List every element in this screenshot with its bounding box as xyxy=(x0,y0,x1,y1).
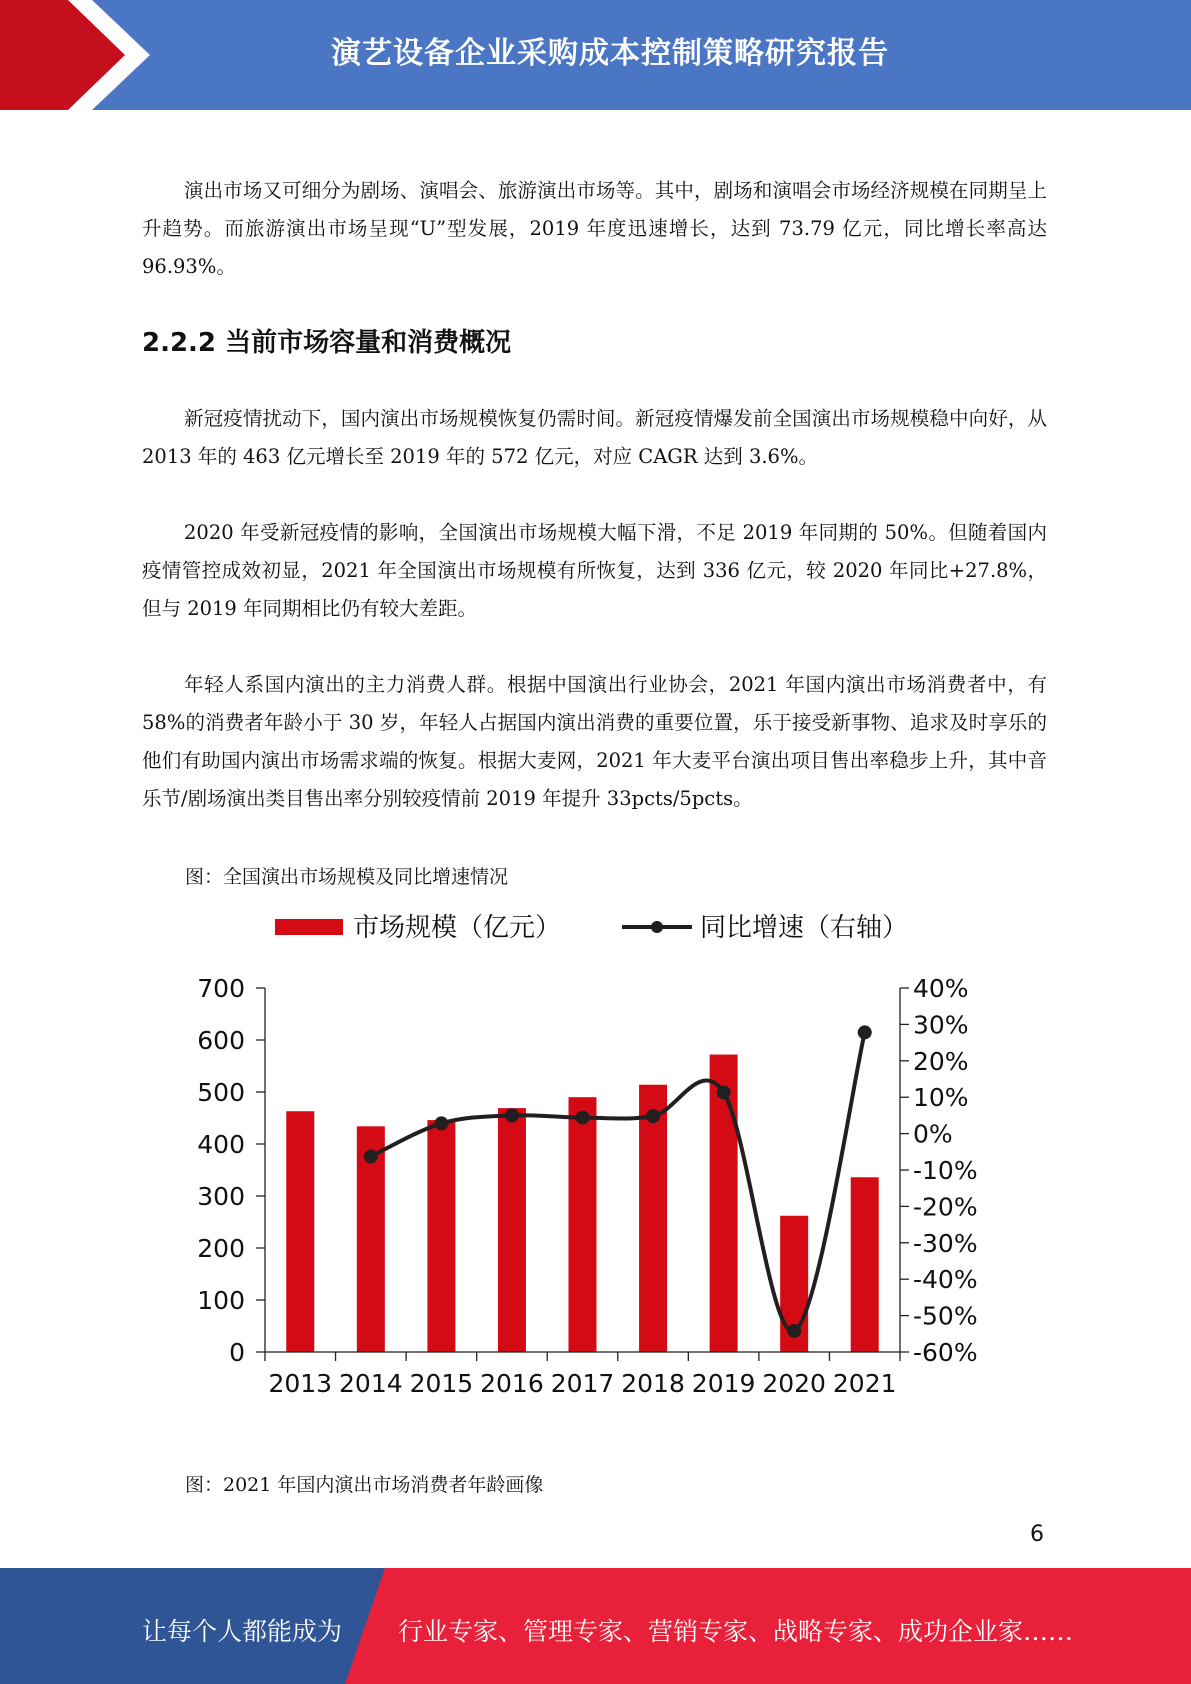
x-axis-tick-label: 2018 xyxy=(621,1369,685,1398)
x-axis-tick-label: 2020 xyxy=(762,1369,826,1398)
left-axis-tick-label: 600 xyxy=(197,1026,245,1055)
paragraph-market-recovery: 新冠疫情扰动下，国内演出市场规模恢复仍需时间。新冠疫情爆发前全国演出市场规模稳中向好，从 2013 年的 463 亿元增长至 2019 年的 572 亿元，对应 CAGR 达到 3.6%。 xyxy=(142,407,1047,468)
page-header xyxy=(0,0,1191,110)
chart-bar-2013 xyxy=(286,1111,314,1352)
section-heading: 2.2.2 当前市场容量和消费概况 xyxy=(142,328,512,358)
x-axis-tick-label: 2017 xyxy=(550,1369,615,1398)
left-axis-tick-label: 500 xyxy=(197,1078,245,1107)
chart2-caption: 图：2021 年国内演出市场消费者年龄画像 xyxy=(185,1474,544,1496)
left-axis-tick-label: 200 xyxy=(197,1234,245,1263)
chart-bar-2021 xyxy=(851,1177,879,1352)
right-axis-tick-label: -40% xyxy=(913,1265,978,1295)
legend-bar-swatch xyxy=(275,919,343,935)
right-axis-tick-label: -10% xyxy=(913,1156,978,1185)
growth-point-2016 xyxy=(505,1108,519,1122)
paragraph-2020-impact: 2020 年受新冠疫情的影响，全国演出市场规模大幅下滑，不足 2019 年同期的 50%。但随着国内疫情管控成效初显，2021 年全国演出市场规模有所恢复，达到 336 亿元，较 2020 年同比+27.8%，但与 2019 年同期相比仍有较大差距。 xyxy=(142,521,1047,620)
right-axis-tick-label: -60% xyxy=(913,1338,978,1367)
left-axis-tick-label: 300 xyxy=(197,1182,245,1211)
x-axis-tick-label: 2015 xyxy=(409,1369,474,1398)
chart-bar-2016 xyxy=(498,1108,526,1352)
chart-bar-2017 xyxy=(569,1097,597,1352)
left-axis-tick-label: 700 xyxy=(197,974,245,1003)
market-size-chart xyxy=(180,895,1040,1415)
footer-slogan-right: 行业专家、管理专家、营销专家、战略专家、成功企业家…… xyxy=(398,1617,1074,1646)
x-axis-tick-label: 2016 xyxy=(480,1369,544,1398)
legend-line-label: 同比增速（右轴） xyxy=(700,913,909,943)
growth-point-2020 xyxy=(787,1324,801,1338)
x-axis-tick-label: 2013 xyxy=(268,1369,333,1398)
chart-bar-2015 xyxy=(427,1120,455,1352)
left-axis-tick-label: 0 xyxy=(229,1338,245,1367)
growth-point-2021 xyxy=(858,1025,872,1039)
legend-line-marker xyxy=(651,921,663,933)
header-arrow-decoration xyxy=(0,0,160,110)
page-number: 6 xyxy=(1030,1522,1044,1547)
paragraph-market-segments: 演出市场又可细分为剧场、演唱会、旅游演出市场等。其中，剧场和演唱会市场经济规模在同期呈上升趋势。而旅游演出市场呈现“U”型发展，2019 年度迅速增长，达到 73.79 亿元，同比增长率高达 96.93%。 xyxy=(142,179,1047,278)
right-axis-tick-label: -20% xyxy=(913,1192,978,1222)
growth-point-2014 xyxy=(364,1150,378,1164)
growth-point-2018 xyxy=(646,1109,660,1123)
report-title: 演艺设备企业采购成本控制策略研究报告 xyxy=(331,36,889,71)
footer-slogan-left: 让每个人都能成为 xyxy=(142,1617,343,1646)
right-axis-tick-label: 30% xyxy=(913,1010,969,1040)
x-axis-tick-label: 2019 xyxy=(691,1369,756,1398)
right-axis-tick-label: 40% xyxy=(913,974,969,1003)
growth-point-2019 xyxy=(717,1085,731,1099)
right-axis-tick-label: 10% xyxy=(913,1083,969,1113)
right-axis-tick-label: -30% xyxy=(913,1228,978,1258)
right-axis-tick-label: -50% xyxy=(913,1301,978,1331)
right-axis-tick-label: 0% xyxy=(913,1119,953,1149)
x-axis-tick-label: 2014 xyxy=(339,1369,403,1398)
right-axis-tick-label: 20% xyxy=(913,1046,969,1076)
left-axis-tick-label: 100 xyxy=(197,1286,245,1315)
paragraph-young-consumers: 年轻人系国内演出的主力消费人群。根据中国演出行业协会，2021 年国内演出市场消费者中，有 58%的消费者年龄小于 30 岁，年轻人占据国内演出消费的重要位置，乐于接受新事物、追求及时享乐的他们有助国内演出市场需求端的恢复。根据大麦网，2021 年大麦平台演出项目售出率稳步上升，其中音乐节/剧场演出类目售出率分别较疫情前 2019 年提升 33pcts/5pcts。 xyxy=(142,673,1047,810)
x-axis-tick-label: 2021 xyxy=(832,1369,897,1398)
chart-caption: 图：全国演出市场规模及同比增速情况 xyxy=(185,866,509,888)
legend-bar-label: 市场规模（亿元） xyxy=(353,913,562,943)
left-axis-tick-label: 400 xyxy=(197,1130,245,1159)
growth-point-2015 xyxy=(434,1116,448,1130)
chart-bar-2018 xyxy=(639,1085,667,1352)
growth-point-2017 xyxy=(576,1111,590,1125)
